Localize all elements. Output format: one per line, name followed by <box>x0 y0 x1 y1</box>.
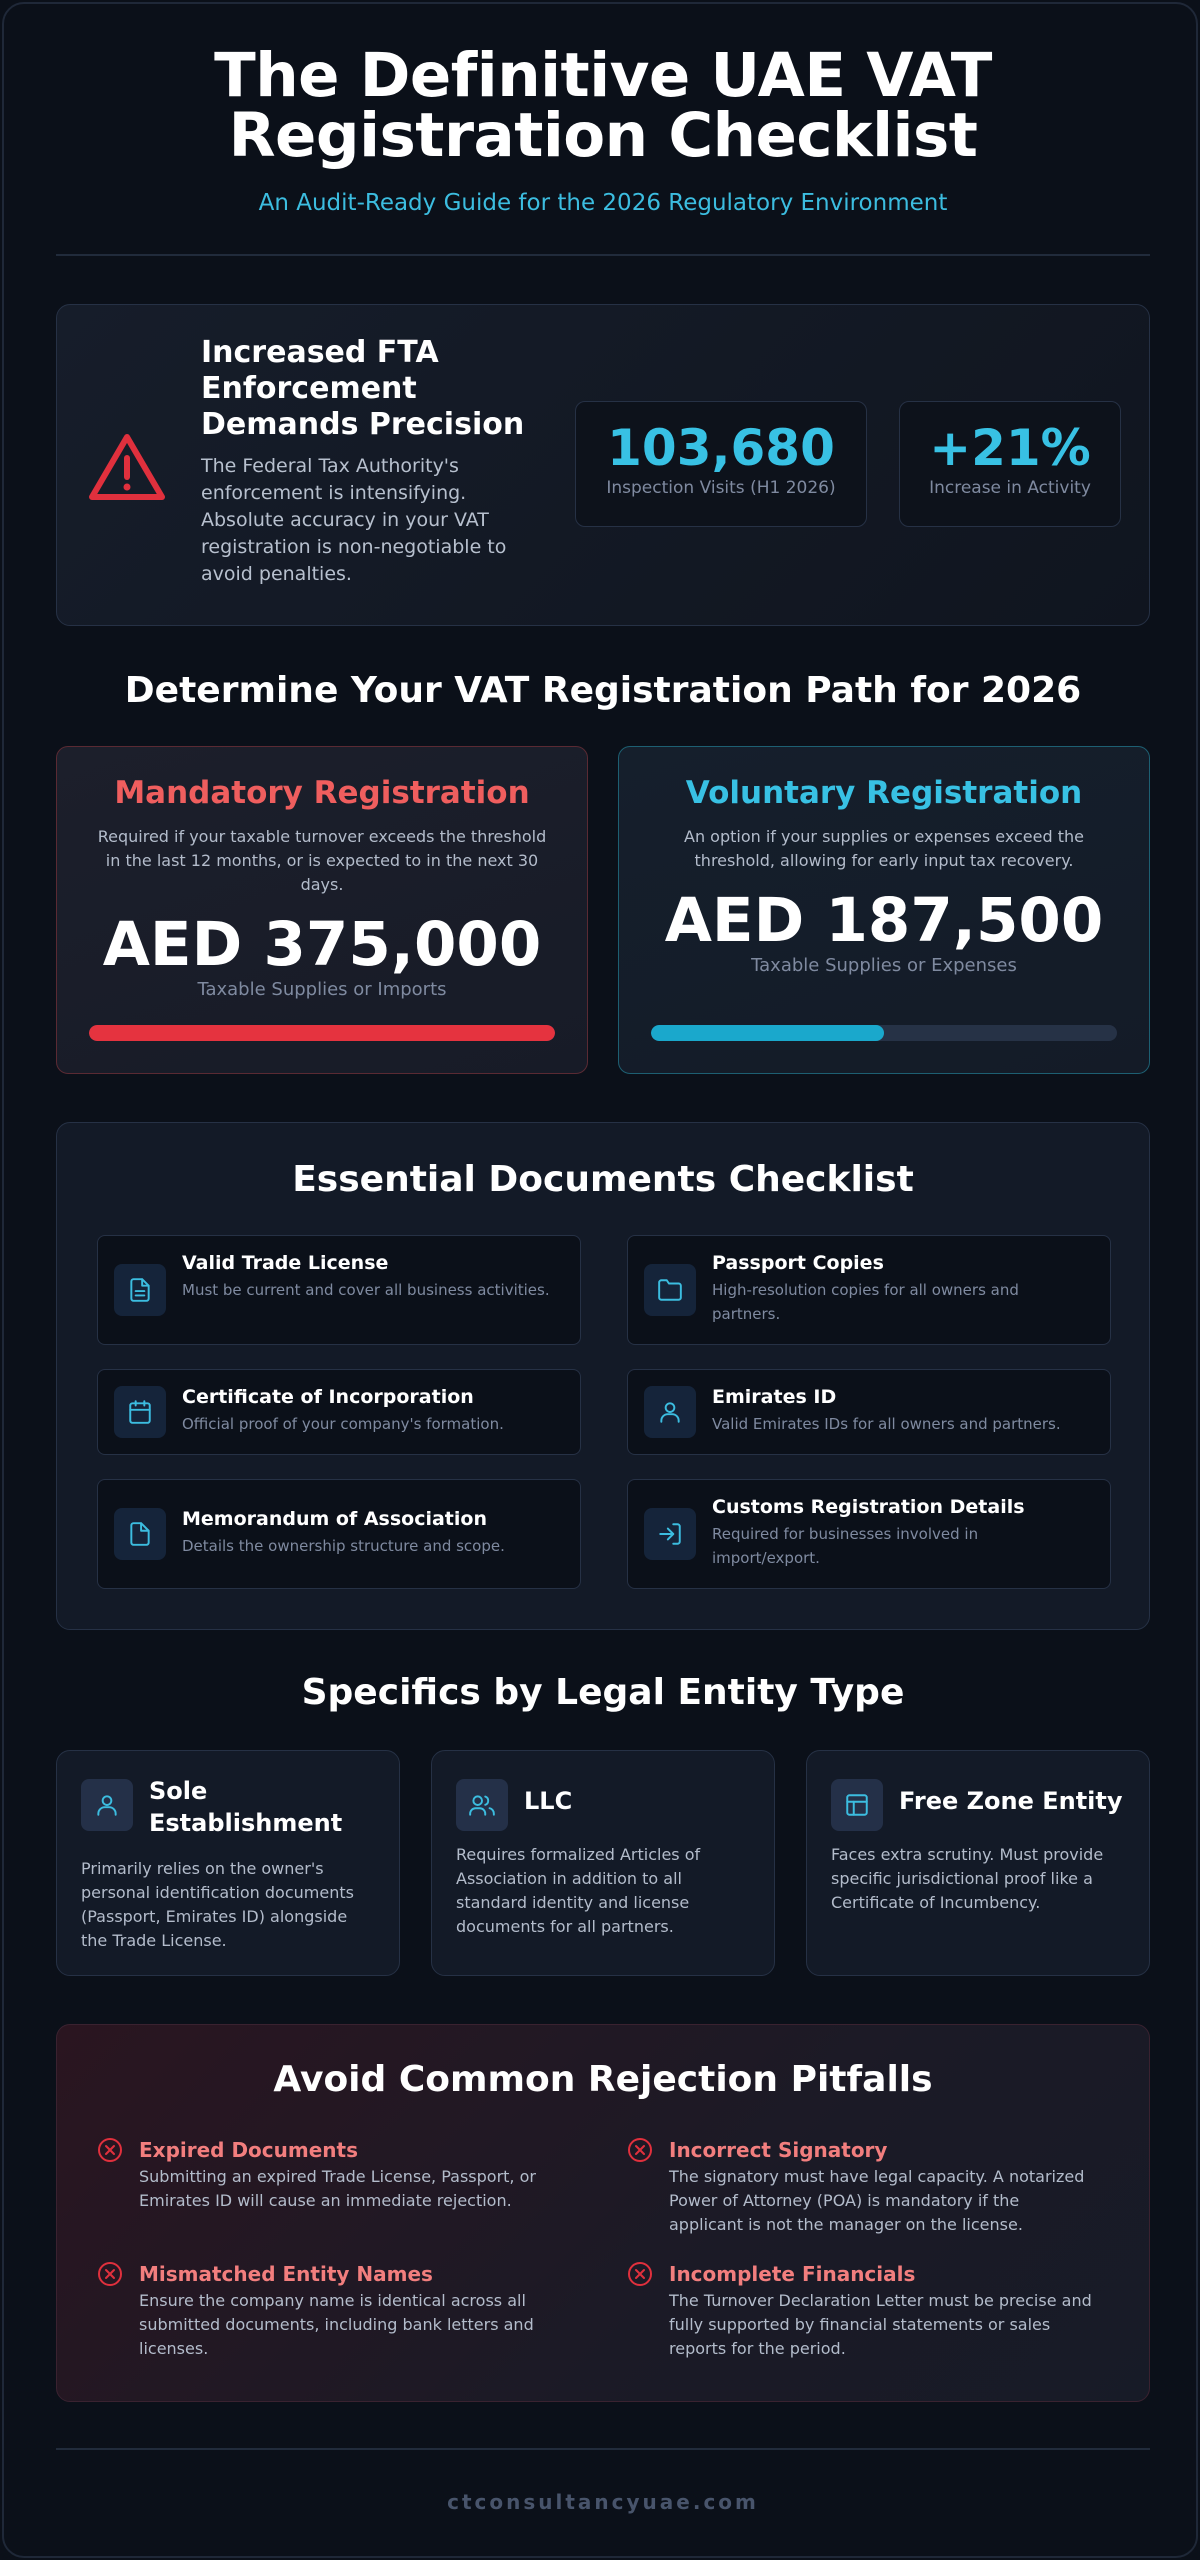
document-item <box>97 1369 581 1455</box>
entity-title: LLC <box>524 1787 573 1815</box>
document-item <box>627 1479 1111 1589</box>
folder-icon <box>644 1264 696 1316</box>
mandatory-threshold-amount: AED 375,000 <box>102 909 542 980</box>
mandatory-description: Required if your taxable turnover exceeds the threshold in the last 12 months, or is expected to in the next 30 days. <box>97 827 547 894</box>
pitfall-description: The Turnover Declaration Letter must be precise and fully supported by financial statements or sales reports for the period. <box>669 2291 1092 2358</box>
document-title: Customs Registration Details <box>712 1496 1025 1518</box>
document-title: Certificate of Incorporation <box>182 1386 474 1408</box>
document-description: High-resolution copies for all owners and partners. <box>712 1281 1019 1323</box>
x-circle-icon <box>627 2137 653 2163</box>
entity-title: Free Zone Entity <box>899 1787 1123 1815</box>
alert-heading: Increased FTA Enforcement Demands Precision <box>201 335 525 442</box>
voluntary-registration-card <box>618 746 1150 1074</box>
stat-value: 103,680 <box>607 419 835 477</box>
stat-card-increase <box>899 401 1121 527</box>
title-line-1: The Definitive UAE VAT <box>214 40 992 111</box>
document-title: Passport Copies <box>712 1252 884 1274</box>
alert-body: The Federal Tax Authority's enforcement is intensifying. Absolute accuracy in your VAT registration is non-negotiable to avoid penalties. <box>201 455 507 585</box>
users-icon <box>456 1779 508 1831</box>
pitfall-description: Ensure the company name is identical across all submitted documents, including bank letters and licenses. <box>139 2291 534 2358</box>
documents-checklist-panel <box>56 1122 1150 1630</box>
x-circle-icon <box>97 2261 123 2287</box>
login-arrow-icon <box>644 1508 696 1560</box>
document-description: Must be current and cover all business activities. <box>182 1281 550 1299</box>
document-item <box>627 1369 1111 1455</box>
document-title: Valid Trade License <box>182 1252 389 1274</box>
file-icon <box>114 1508 166 1560</box>
pitfalls-panel <box>56 2024 1150 2402</box>
document-title: Memorandum of Association <box>182 1508 487 1530</box>
document-description: Details the ownership structure and scope. <box>182 1537 505 1555</box>
pitfall-title: Mismatched Entity Names <box>139 2262 433 2286</box>
user-icon <box>81 1779 133 1831</box>
pitfalls-title: Avoid Common Rejection Pitfalls <box>273 2059 933 2100</box>
document-title: Emirates ID <box>712 1386 837 1408</box>
mandatory-threshold-label: Taxable Supplies or Imports <box>197 979 447 1000</box>
voluntary-description: An option if your supplies or expenses exceed the threshold, allowing for early input tax recovery. <box>684 827 1084 870</box>
entity-title: Sole Establishment <box>149 1777 343 1837</box>
page-title <box>56 40 1150 171</box>
document-description: Official proof of your company's formation. <box>182 1415 504 1433</box>
voluntary-threshold-bar <box>651 1025 1117 1041</box>
entity-description: Requires formalized Articles of Association in addition to all standard identity and license documents for all partners. <box>456 1845 701 1936</box>
document-text-icon <box>114 1264 166 1316</box>
header-divider <box>56 254 1150 256</box>
entities-section-title: Specifics by Legal Entity Type <box>301 1672 905 1713</box>
pitfall-title: Incorrect Signatory <box>669 2138 888 2162</box>
layout-icon <box>831 1779 883 1831</box>
x-circle-icon <box>97 2137 123 2163</box>
documents-title: Essential Documents Checklist <box>292 1159 914 1200</box>
pitfall-item <box>627 2261 1097 2361</box>
pitfall-title: Expired Documents <box>139 2138 358 2162</box>
entity-description: Faces extra scrutiny. Must provide specific jurisdictional proof like a Certificate of Incumbency. <box>831 1845 1104 1912</box>
registration-section-title: Determine Your VAT Registration Path for 2026 <box>124 670 1082 711</box>
warning-triangle-icon <box>87 431 167 503</box>
mandatory-title: Mandatory Registration <box>114 775 530 811</box>
user-icon <box>644 1386 696 1438</box>
pitfall-title: Incomplete Financials <box>669 2262 916 2286</box>
document-description: Required for businesses involved in import/export. <box>712 1525 979 1567</box>
document-item <box>97 1235 581 1345</box>
document-item <box>627 1235 1111 1345</box>
pitfall-item <box>97 2261 567 2361</box>
footer-website[interactable]: ctconsultancyuae.com <box>447 2490 759 2514</box>
mandatory-threshold-bar <box>89 1025 555 1041</box>
calendar-icon <box>114 1386 166 1438</box>
entity-card-free-zone <box>806 1750 1150 1976</box>
document-item <box>97 1479 581 1589</box>
pitfall-item <box>627 2137 1097 2237</box>
footer-divider <box>56 2448 1150 2450</box>
pitfall-description: The signatory must have legal capacity. A notarized Power of Attorney (POA) is mandatory if the applicant is not the manager on the license. <box>669 2167 1085 2234</box>
title-line-2: Registration Checklist <box>228 100 978 171</box>
pitfall-item <box>97 2137 567 2213</box>
x-circle-icon <box>627 2261 653 2287</box>
voluntary-threshold-label: Taxable Supplies or Expenses <box>751 955 1017 976</box>
stat-label: Increase in Activity <box>929 478 1091 498</box>
voluntary-threshold-bar-fill <box>651 1025 884 1041</box>
entity-card-llc <box>431 1750 775 1976</box>
page-subtitle: An Audit-Ready Guide for the 2026 Regulatory Environment <box>258 190 948 216</box>
enforcement-alert-card <box>56 304 1150 626</box>
entity-description: Primarily relies on the owner's personal identification documents (Passport, Emirates ID) alongside the Trade License. <box>81 1859 354 1950</box>
infographic <box>2 2 1198 2558</box>
stat-card-inspections <box>575 401 867 527</box>
entity-card-sole-establishment <box>56 1750 400 1976</box>
stat-label: Inspection Visits (H1 2026) <box>606 478 836 498</box>
document-description: Valid Emirates IDs for all owners and partners. <box>712 1415 1061 1433</box>
voluntary-title: Voluntary Registration <box>685 775 1083 811</box>
stat-value: +21% <box>929 419 1091 477</box>
mandatory-threshold-bar-fill <box>89 1025 555 1041</box>
mandatory-registration-card <box>56 746 588 1074</box>
voluntary-threshold-amount: AED 187,500 <box>664 885 1104 956</box>
pitfall-description: Submitting an expired Trade License, Passport, or Emirates ID will cause an immediate rejection. <box>139 2167 536 2210</box>
